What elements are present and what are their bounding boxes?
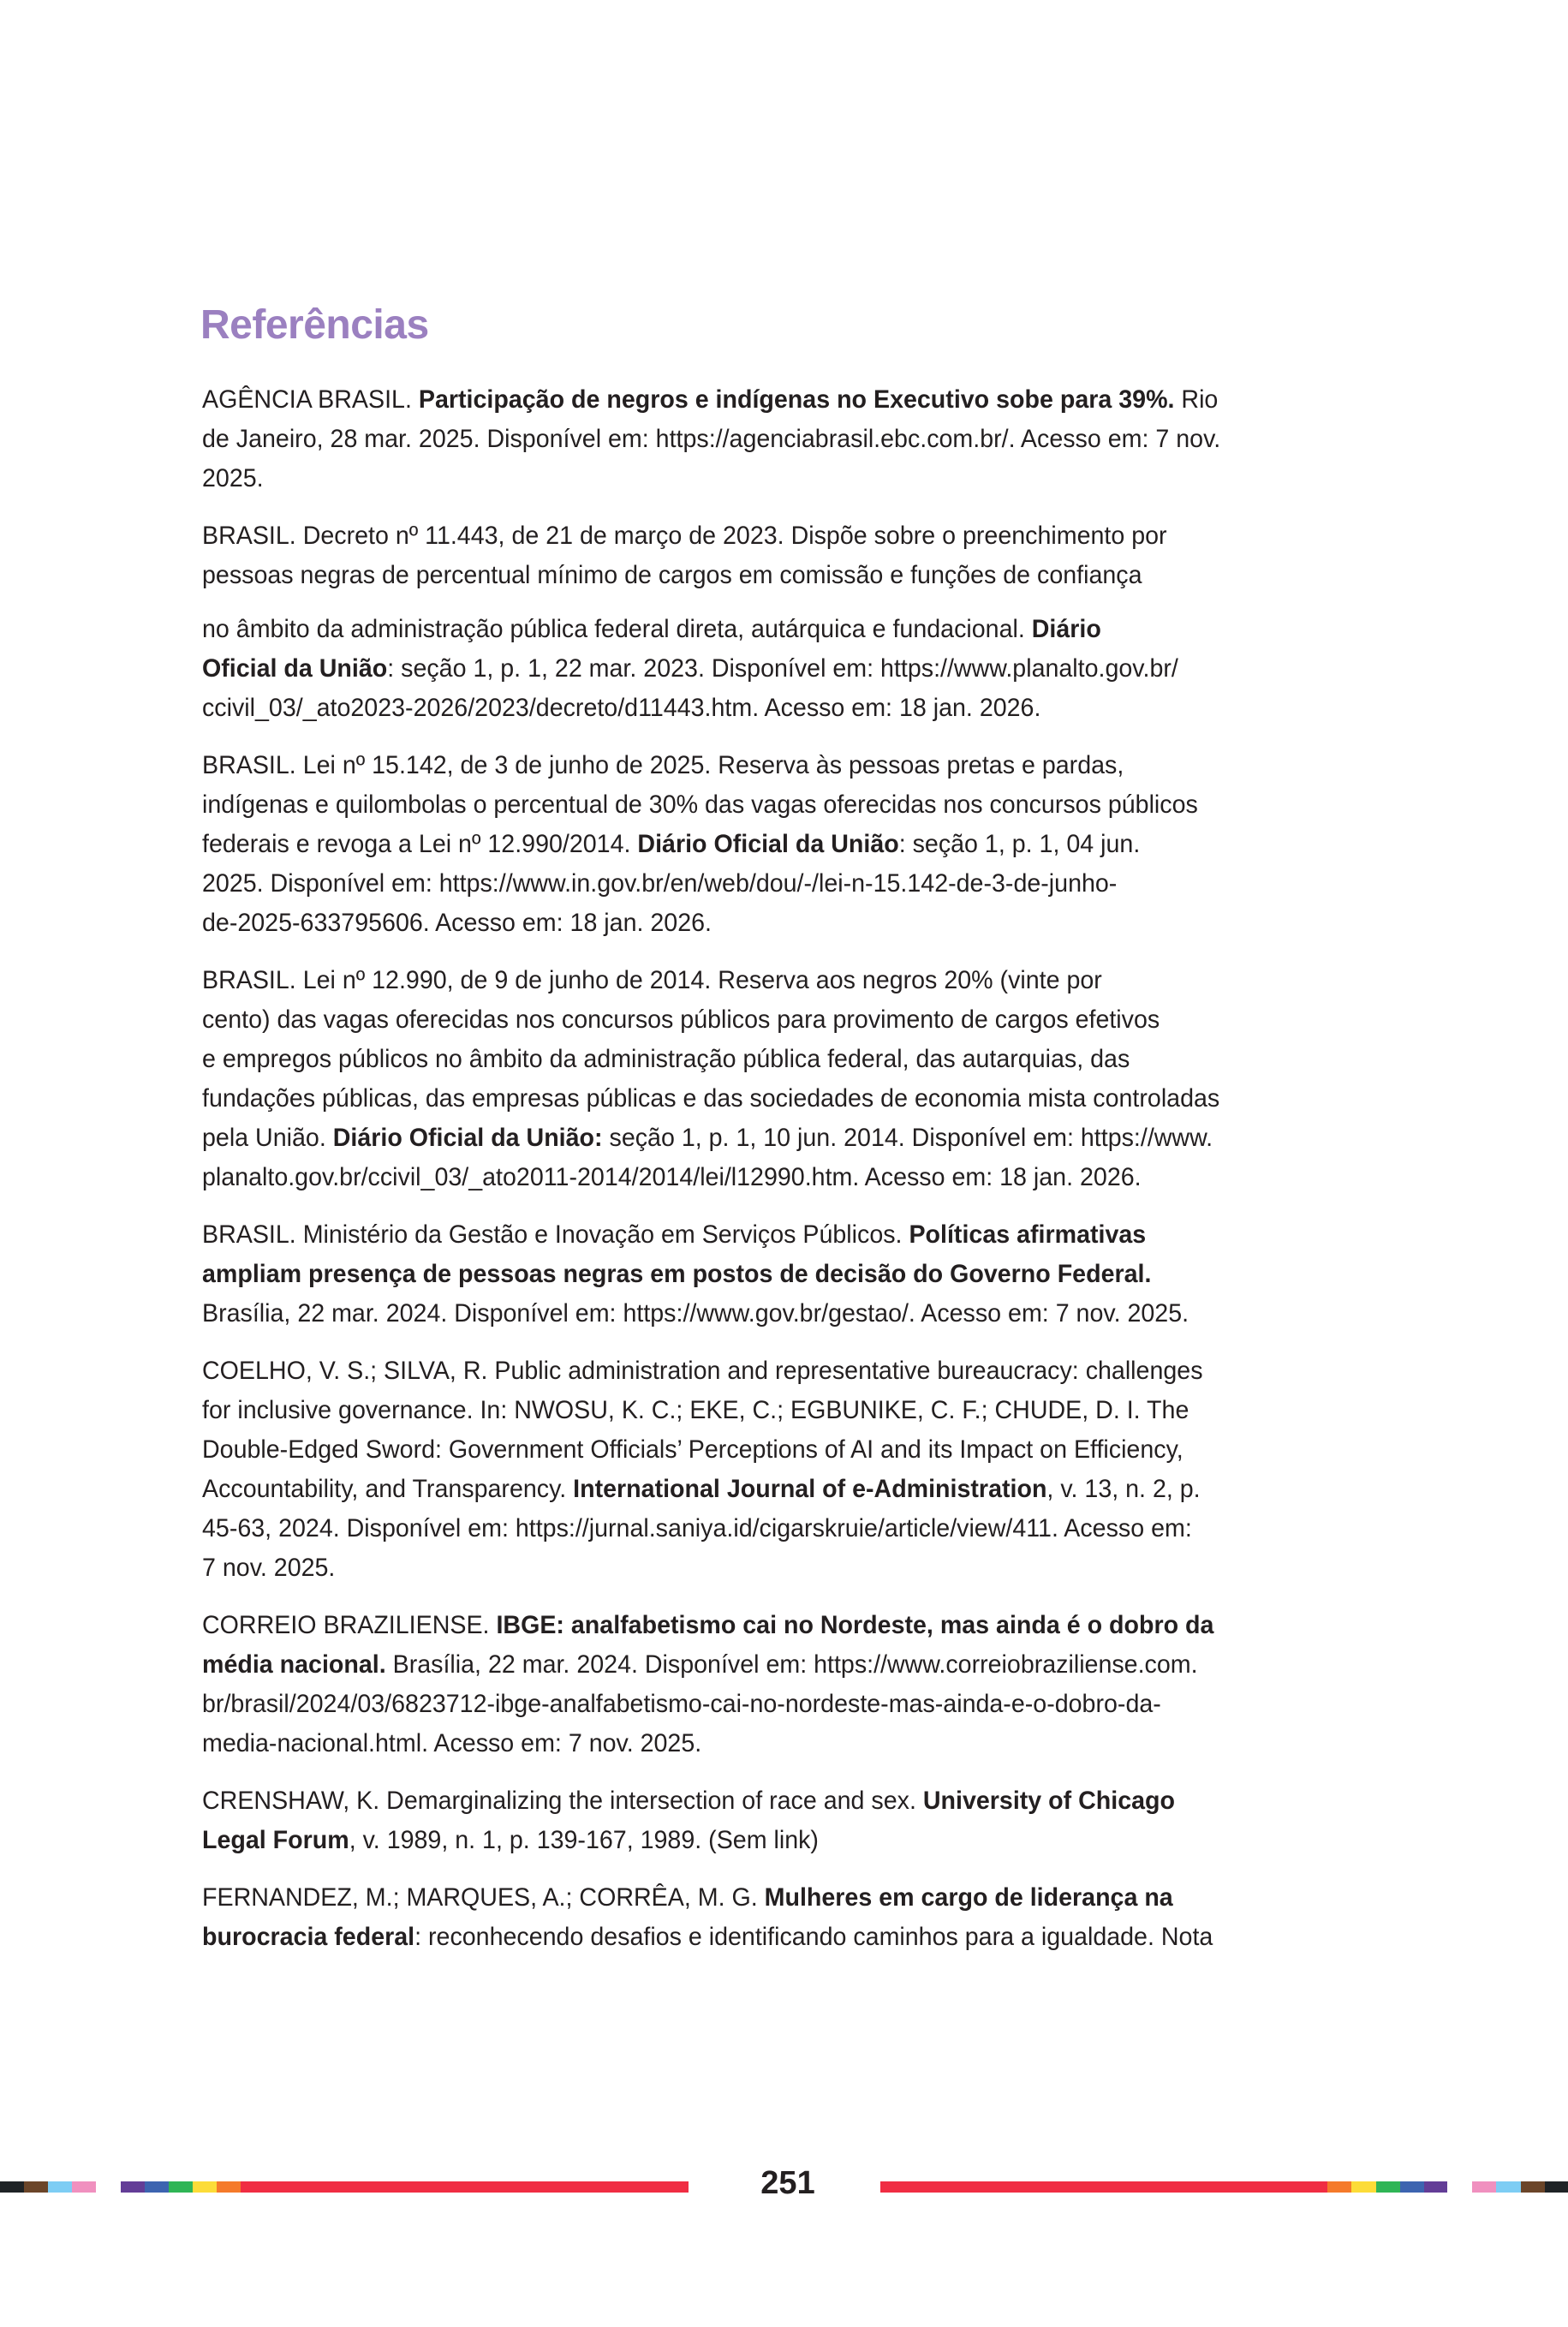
reference-line: [202, 785, 1381, 825]
reference-paragraph: [202, 1781, 1418, 1860]
reference-text: CRENSHAW, K. Demarginalizing the intersection of race and sex.: [202, 1787, 923, 1815]
reference-text: indígenas e quilombolas o percentual de 30% das vagas oferecidas nos concursos públicos: [202, 791, 1198, 819]
reference-line: [202, 1509, 1381, 1548]
reference-text: planalto.gov.br/ccivil_03/_ato2011-2014/2014/lei/l12990.htm. Acesso em: 18 jan. 2026.: [202, 1163, 1142, 1191]
reference-paragraph: [202, 380, 1418, 498]
reference-line: [202, 380, 1381, 420]
reference-line: [202, 1781, 1381, 1821]
reference-line: [202, 1000, 1381, 1040]
reference-entry: [202, 1606, 1418, 1763]
reference-text: 2025. Disponível em: https://www.in.gov.br/en/web/dou/-/lei-n-15.142-de-3-de-junho-: [202, 869, 1118, 898]
stripe-segment: [1327, 2181, 1351, 2193]
reference-entry: [202, 1215, 1418, 1334]
reference-text: : seção 1, p. 1, 04 jun.: [898, 830, 1141, 858]
stripe-segment: [72, 2181, 96, 2193]
reference-title-text: média nacional.: [202, 1650, 386, 1679]
reference-text: CORREIO BRAZILIENSE.: [202, 1611, 497, 1639]
reference-paragraph: [202, 961, 1418, 1197]
reference-line: [202, 689, 1381, 728]
reference-line: [202, 1294, 1381, 1334]
page-title: Referências: [200, 302, 429, 348]
reference-text: 45-63, 2024. Disponível em: https://jurnal.saniya.id/cigarskruie/article/view/411. Acesso em:: [202, 1514, 1192, 1542]
reference-text: Brasília, 22 mar. 2024. Disponível em: https://www.gov.br/gestao/. Acesso em: 7 nov. 2025.: [202, 1299, 1189, 1328]
reference-text: pela União.: [202, 1124, 333, 1152]
reference-title-text: Oficial da União: [202, 654, 388, 683]
reference-text: br/brasil/2024/03/6823712-ibge-analfabetismo-cai-no-nordeste-mas-ainda-e-o-dobro-da-: [202, 1690, 1161, 1718]
reference-line: [202, 420, 1381, 459]
reference-text: Rio: [1174, 385, 1219, 414]
reference-text: BRASIL. Decreto nº 11.443, de 21 de março de 2023. Dispõe sobre o preenchimento por: [202, 522, 1167, 550]
references-list: [202, 380, 1418, 1975]
reference-line: [202, 556, 1381, 595]
reference-text: FERNANDEZ, M.; MARQUES, A.; CORRÊA, M. G.: [202, 1883, 765, 1912]
reference-line: [202, 1040, 1381, 1079]
reference-text: 7 nov. 2025.: [202, 1554, 336, 1582]
reference-line: [202, 1351, 1381, 1391]
reference-text: , v. 1989, n. 1, p. 139-167, 1989. (Sem link): [349, 1826, 819, 1854]
page-number: 251: [760, 2165, 815, 2201]
stripe-segment: [0, 2181, 24, 2193]
reference-text: for inclusive governance. In: NWOSU, K. C.; EKE, C.; EGBUNIKE, C. F.; CHUDE, D. I. The: [202, 1396, 1189, 1424]
reference-title-text: IBGE: analfabetismo cai no Nordeste, mas ainda é o dobro da: [496, 1611, 1214, 1639]
stripe-segment: [1400, 2181, 1424, 2193]
reference-line: [202, 1606, 1381, 1645]
stripe-segment: [880, 2181, 1327, 2193]
stripe-segment: [193, 2181, 217, 2193]
reference-line: [202, 459, 1381, 498]
reference-line: [202, 1548, 1381, 1588]
reference-line: [202, 1470, 1381, 1509]
reference-text: BRASIL. Ministério da Gestão e Inovação em Serviços Públicos.: [202, 1220, 909, 1249]
reference-text: federais e revoga a Lei nº 12.990/2014.: [202, 830, 638, 858]
stripe-segment: [217, 2181, 241, 2193]
reference-entry: [202, 1351, 1418, 1588]
reference-text: 2025.: [202, 464, 264, 492]
stripe-segment: [169, 2181, 193, 2193]
reference-paragraph: [202, 516, 1418, 595]
reference-text: fundações públicas, das empresas públicas e das sociedades de economia mista controladas: [202, 1084, 1220, 1113]
reference-paragraph: [202, 610, 1418, 728]
stripe-segment: [1545, 2181, 1568, 2193]
reference-text: BRASIL. Lei nº 15.142, de 3 de junho de 2025. Reserva às pessoas pretas e pardas,: [202, 751, 1124, 779]
stripe-segment: [1376, 2181, 1400, 2193]
stripe-segment: [121, 2181, 145, 2193]
reference-title-text: Participação de negros e indígenas no Executivo sobe para 39%.: [418, 385, 1175, 414]
reference-line: [202, 1119, 1381, 1158]
reference-entry: [202, 1878, 1418, 1957]
reference-title-text: Mulheres em cargo de liderança na: [764, 1883, 1173, 1912]
reference-text: Brasília, 22 mar. 2024. Disponível em: https://www.correiobraziliense.com.: [385, 1650, 1198, 1679]
reference-line: [202, 1878, 1381, 1918]
reference-text: Accountability, and Transparency.: [202, 1475, 574, 1503]
reference-line: [202, 1724, 1381, 1763]
reference-text: seção 1, p. 1, 10 jun. 2014. Disponível em: https://www.: [602, 1124, 1213, 1152]
reference-line: [202, 1918, 1381, 1957]
stripe-segment: [241, 2181, 689, 2193]
reference-text: pessoas negras de percentual mínimo de cargos em comissão e funções de confiança: [202, 561, 1142, 589]
reference-line: [202, 1821, 1381, 1860]
reference-line: [202, 825, 1381, 864]
stripe-segment: [1496, 2181, 1521, 2193]
reference-title-text: International Journal of e-Administration: [573, 1475, 1047, 1503]
reference-line: [202, 961, 1381, 1000]
reference-line: [202, 649, 1381, 689]
reference-line: [202, 1255, 1381, 1294]
reference-title-text: Diário Oficial da União:: [332, 1124, 603, 1152]
stripe-segment: [145, 2181, 169, 2193]
reference-line: [202, 1685, 1381, 1724]
reference-text: de-2025-633795606. Acesso em: 18 jan. 2026.: [202, 909, 712, 937]
reference-entry: [202, 1781, 1418, 1860]
stripe-segment: [48, 2181, 72, 2193]
reference-entry: [202, 516, 1418, 728]
reference-text: , v. 13, n. 2, p.: [1046, 1475, 1201, 1503]
reference-text: e empregos públicos no âmbito da administração pública federal, das autarquias, das: [202, 1045, 1130, 1073]
reference-text: Double-Edged Sword: Government Officials’ Perceptions of AI and its Impact on Efficiency,: [202, 1435, 1183, 1464]
reference-line: [202, 1158, 1381, 1197]
reference-line: [202, 746, 1381, 785]
reference-text: : seção 1, p. 1, 22 mar. 2023. Disponível em: https://www.planalto.gov.br/: [387, 654, 1178, 683]
reference-line: [202, 864, 1381, 904]
reference-entry: [202, 380, 1418, 498]
reference-entry: [202, 961, 1418, 1197]
reference-line: [202, 516, 1381, 556]
reference-text: COELHO, V. S.; SILVA, R. Public administration and representative bureaucracy: challenges: [202, 1357, 1203, 1385]
reference-paragraph: [202, 1878, 1418, 1957]
stripe-segment: [24, 2181, 48, 2193]
reference-title-text: Diário Oficial da União: [637, 830, 899, 858]
reference-text: no âmbito da administração pública federal direta, autárquica e fundacional.: [202, 615, 1032, 643]
reference-line: [202, 1215, 1381, 1255]
reference-line: [202, 1079, 1381, 1119]
reference-text: BRASIL. Lei nº 12.990, de 9 de junho de 2014. Reserva aos negros 20% (vinte por: [202, 966, 1102, 994]
reference-entry: [202, 746, 1418, 943]
stripe-segment: [1521, 2181, 1545, 2193]
reference-title-text: Legal Forum: [202, 1826, 349, 1854]
stripe-segment: [1351, 2181, 1376, 2193]
reference-line: [202, 1430, 1381, 1470]
reference-title-text: Políticas afirmativas: [909, 1220, 1147, 1249]
reference-title-text: ampliam presença de pessoas negras em postos de decisão do Governo Federal.: [202, 1260, 1152, 1288]
reference-text: : reconhecendo desafios e identificando caminhos para a igualdade. Nota: [414, 1923, 1213, 1951]
reference-line: [202, 904, 1381, 943]
reference-text: AGÊNCIA BRASIL.: [202, 385, 419, 414]
reference-line: [202, 1645, 1381, 1685]
reference-paragraph: [202, 1215, 1418, 1334]
reference-line: [202, 1391, 1381, 1430]
reference-paragraph: [202, 1606, 1418, 1763]
stripe-segment: [1424, 2181, 1447, 2193]
reference-paragraph: [202, 1351, 1418, 1588]
reference-paragraph: [202, 746, 1418, 943]
reference-text: ccivil_03/_ato2023-2026/2023/decreto/d11443.htm. Acesso em: 18 jan. 2026.: [202, 694, 1041, 722]
reference-text: de Janeiro, 28 mar. 2025. Disponível em: https://agenciabrasil.ebc.com.br/. Acesso em: 7 nov.: [202, 425, 1221, 453]
reference-line: [202, 610, 1381, 649]
reference-text: media-nacional.html. Acesso em: 7 nov. 2025.: [202, 1729, 702, 1757]
reference-title-text: burocracia federal: [202, 1923, 415, 1951]
stripe-segment: [1472, 2181, 1496, 2193]
reference-text: cento) das vagas oferecidas nos concursos públicos para provimento de cargos efetivos: [202, 1005, 1160, 1034]
reference-title-text: Diário: [1031, 615, 1101, 643]
reference-title-text: University of Chicago: [922, 1787, 1176, 1815]
